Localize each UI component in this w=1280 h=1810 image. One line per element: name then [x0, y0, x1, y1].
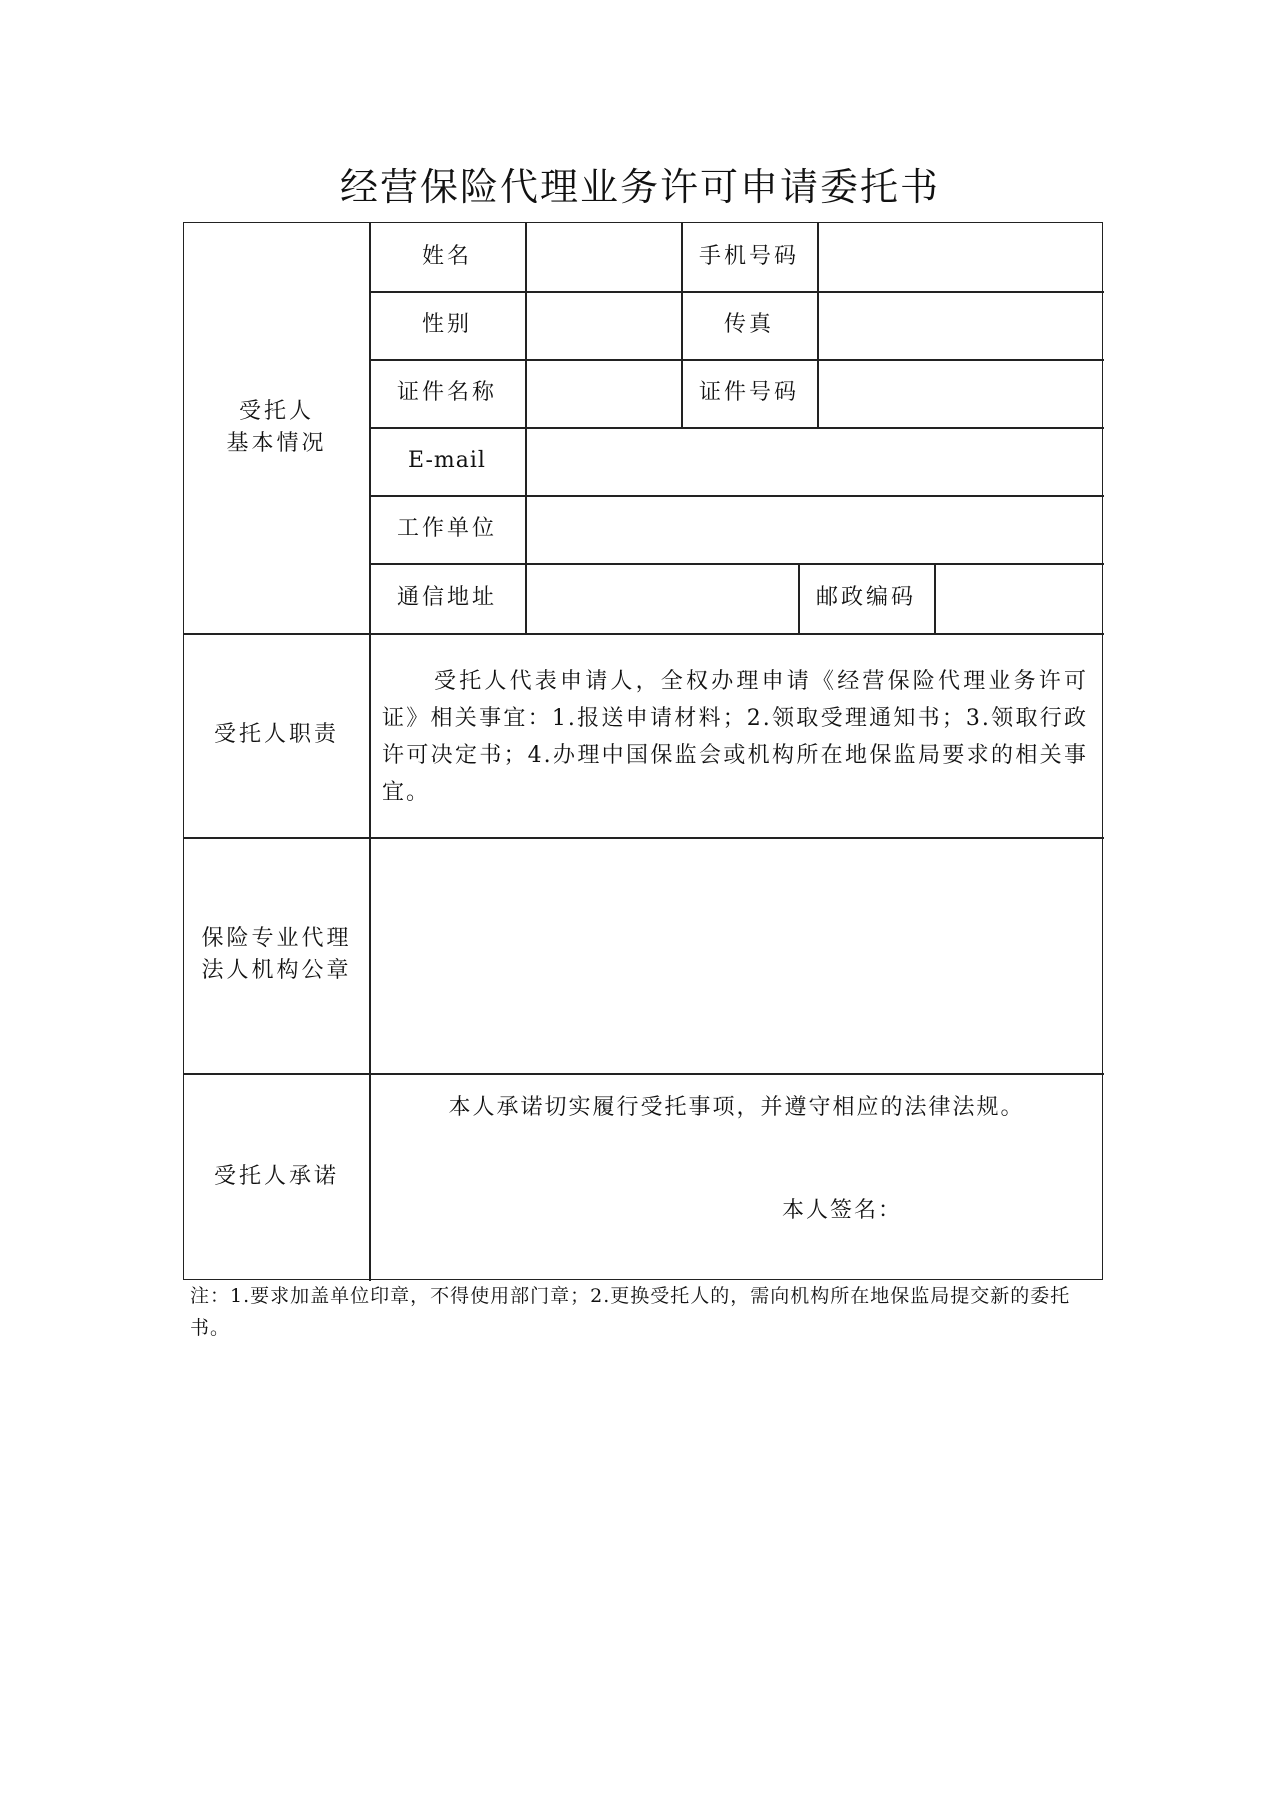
basic-info-label-line2: 基本情况 — [226, 431, 327, 456]
email-field[interactable] — [525, 427, 1104, 495]
employer-label: 工作单位 — [396, 516, 497, 541]
address-label: 通信地址 — [396, 585, 497, 610]
promise-section-label: 受托人承诺 — [213, 1164, 339, 1189]
gender-label: 性别 — [421, 312, 472, 337]
id-number-field[interactable] — [817, 359, 1104, 427]
email-label: E-mail — [408, 448, 486, 473]
seal-label-line1: 保险专业代理 — [201, 926, 352, 951]
mobile-label: 手机号码 — [698, 244, 799, 269]
duties-section-label: 受托人职责 — [213, 722, 339, 747]
name-label: 姓名 — [421, 244, 472, 269]
mobile-field[interactable] — [817, 223, 1104, 291]
id-type-label: 证件名称 — [396, 380, 497, 405]
seal-label-line2: 法人机构公章 — [201, 958, 352, 983]
postcode-field[interactable] — [934, 563, 1104, 633]
signature-field[interactable] — [934, 1188, 1094, 1234]
application-form-table — [183, 222, 1103, 1280]
id-number-label: 证件号码 — [698, 380, 799, 405]
basic-info-label-line1: 受托人 — [238, 399, 314, 424]
seal-section-label — [184, 837, 369, 1073]
document-title: 经营保险代理业务许可申请委托书 — [339, 165, 940, 209]
address-field[interactable] — [525, 563, 798, 633]
seal-area[interactable] — [369, 837, 1104, 1073]
basic-info-section-label — [184, 223, 369, 633]
footnote: 注：1.要求加盖单位印章，不得使用部门章；2.更换受托人的，需向机构所在地保监局提交新的委托书。 — [190, 1285, 1071, 1339]
signature-label: 本人签名： — [782, 1198, 903, 1223]
name-field[interactable] — [525, 223, 681, 291]
fax-field[interactable] — [817, 291, 1104, 359]
fax-label: 传真 — [723, 312, 774, 337]
postcode-label: 邮政编码 — [815, 585, 916, 610]
employer-field[interactable] — [525, 495, 1104, 563]
gender-field[interactable] — [525, 291, 681, 359]
duties-text: 受托人代表申请人，全权办理申请《经营保险代理业务许可证》相关事宜：1.报送申请材料；2.领取受理通知书；3.领取行政许可决定书；4.办理中国保监会或机构所在地保监局要求的相关事宜。 — [382, 669, 1088, 805]
promise-text: 本人承诺切实履行受托事项，并遵守相应的法律法规。 — [448, 1095, 1025, 1120]
id-type-field[interactable] — [525, 359, 681, 427]
